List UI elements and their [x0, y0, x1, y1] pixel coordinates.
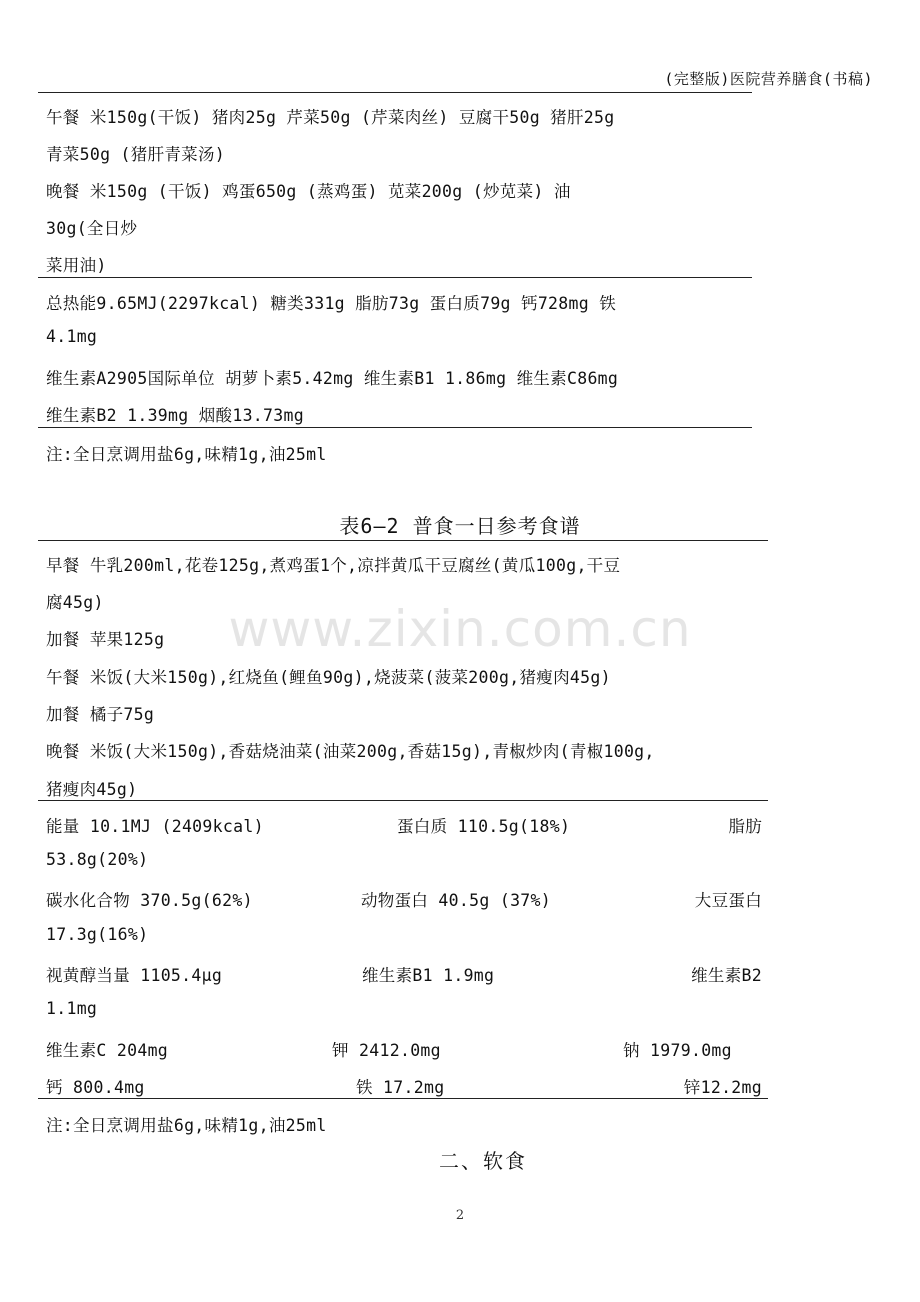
table1-nutrition-line: 维生素B2 1.39mg 烟酸13.73mg — [46, 406, 304, 425]
table1-row-dinner-cont2: 菜用油) — [46, 256, 107, 275]
nutrient-soy-protein-value: 17.3g(16%) — [46, 925, 149, 944]
nutrient-retinol: 视黄醇当量 1105.4μg — [46, 966, 223, 985]
table1-note: 注:全日烹调用盐6g,味精1g,油25ml — [46, 445, 327, 464]
nutrient-soy-protein-label: 大豆蛋白 — [694, 891, 762, 910]
watermark: www.zixin.com.cn — [228, 600, 692, 658]
table2-meal-row: 晚餐 米饭(大米150g),香菇烧油菜(油菜200g,香菇15g),青椒炒肉(青椒100g, — [46, 742, 655, 761]
table2-bottom-rule — [38, 1098, 768, 1099]
table1-nutrition-line: 总热能9.65MJ(2297kcal) 糖类331g 脂肪73g 蛋白质79g 钙728mg 铁 — [46, 294, 617, 313]
nutrient-fat-value: 53.8g(20%) — [46, 850, 149, 869]
nutrient-calcium: 钙 800.4mg — [46, 1078, 145, 1097]
nutrient-vit-b2-value: 1.1mg — [46, 999, 98, 1018]
nutrient-vit-c: 维生素C 204mg — [46, 1041, 169, 1060]
table2-top-rule — [38, 540, 768, 541]
section-heading: 二、软食 — [439, 1149, 527, 1173]
table1-nutrition-line: 4.1mg — [46, 327, 98, 346]
table2-meal-row: 加餐 苹果125g — [46, 630, 165, 649]
table2-divider — [38, 800, 768, 801]
nutrient-zinc: 锌12.2mg — [683, 1078, 762, 1097]
table1-row-dinner-cont: 30g(全日炒 — [46, 219, 138, 238]
table1-row-lunch: 午餐 米150g(干饭) 猪肉25g 芹菜50g (芹菜肉丝) 豆腐干50g 猪肝25g — [46, 108, 615, 127]
table2-meal-row: 猪瘦肉45g) — [46, 780, 138, 799]
nutrient-iron: 铁 17.2mg — [356, 1078, 445, 1097]
table2-note: 注:全日烹调用盐6g,味精1g,油25ml — [46, 1116, 327, 1135]
running-header: (完整版)医院营养膳食(书稿) — [664, 70, 873, 88]
nutrient-vit-b1: 维生素B1 1.9mg — [362, 966, 495, 985]
nutrient-carbs: 碳水化合物 370.5g(62%) — [46, 891, 253, 910]
table1-row-dinner: 晚餐 米150g (干饭) 鸡蛋650g (蒸鸡蛋) 苋菜200g (炒苋菜) 油 — [46, 182, 571, 201]
table2-title: 表6—2 普食一日参考食谱 — [339, 514, 581, 538]
table2-meal-row: 加餐 橘子75g — [46, 705, 155, 724]
nutrient-fat-label: 脂肪 — [728, 817, 762, 836]
page-number: 2 — [455, 1208, 465, 1223]
header-rule — [38, 92, 752, 93]
table1-divider — [38, 277, 752, 278]
table2-meal-row: 午餐 米饭(大米150g),红烧鱼(鲤鱼90g),烧菠菜(菠菜200g,猪瘦肉45g) — [46, 668, 611, 687]
nutrient-energy: 能量 10.1MJ (2409kcal) — [46, 817, 264, 836]
nutrient-sodium: 钠 1979.0mg — [623, 1041, 732, 1060]
nutrient-potassium: 钾 2412.0mg — [332, 1041, 441, 1060]
table1-nutrition-line: 维生素A2905国际单位 胡萝卜素5.42mg 维生素B1 1.86mg 维生素C86mg — [46, 369, 619, 388]
nutrient-protein: 蛋白质 110.5g(18%) — [397, 817, 571, 836]
table1-row-lunch-cont: 青菜50g (猪肝青菜汤) — [46, 145, 226, 164]
table2-meal-row: 早餐 牛乳200ml,花卷125g,煮鸡蛋1个,凉拌黄瓜干豆腐丝(黄瓜100g,干豆 — [46, 556, 621, 575]
nutrient-vit-b2-label: 维生素B2 — [691, 966, 762, 985]
nutrient-animal-protein: 动物蛋白 40.5g (37%) — [361, 891, 552, 910]
table2-meal-row: 腐45g) — [46, 593, 104, 612]
table1-bottom-rule — [38, 427, 752, 428]
